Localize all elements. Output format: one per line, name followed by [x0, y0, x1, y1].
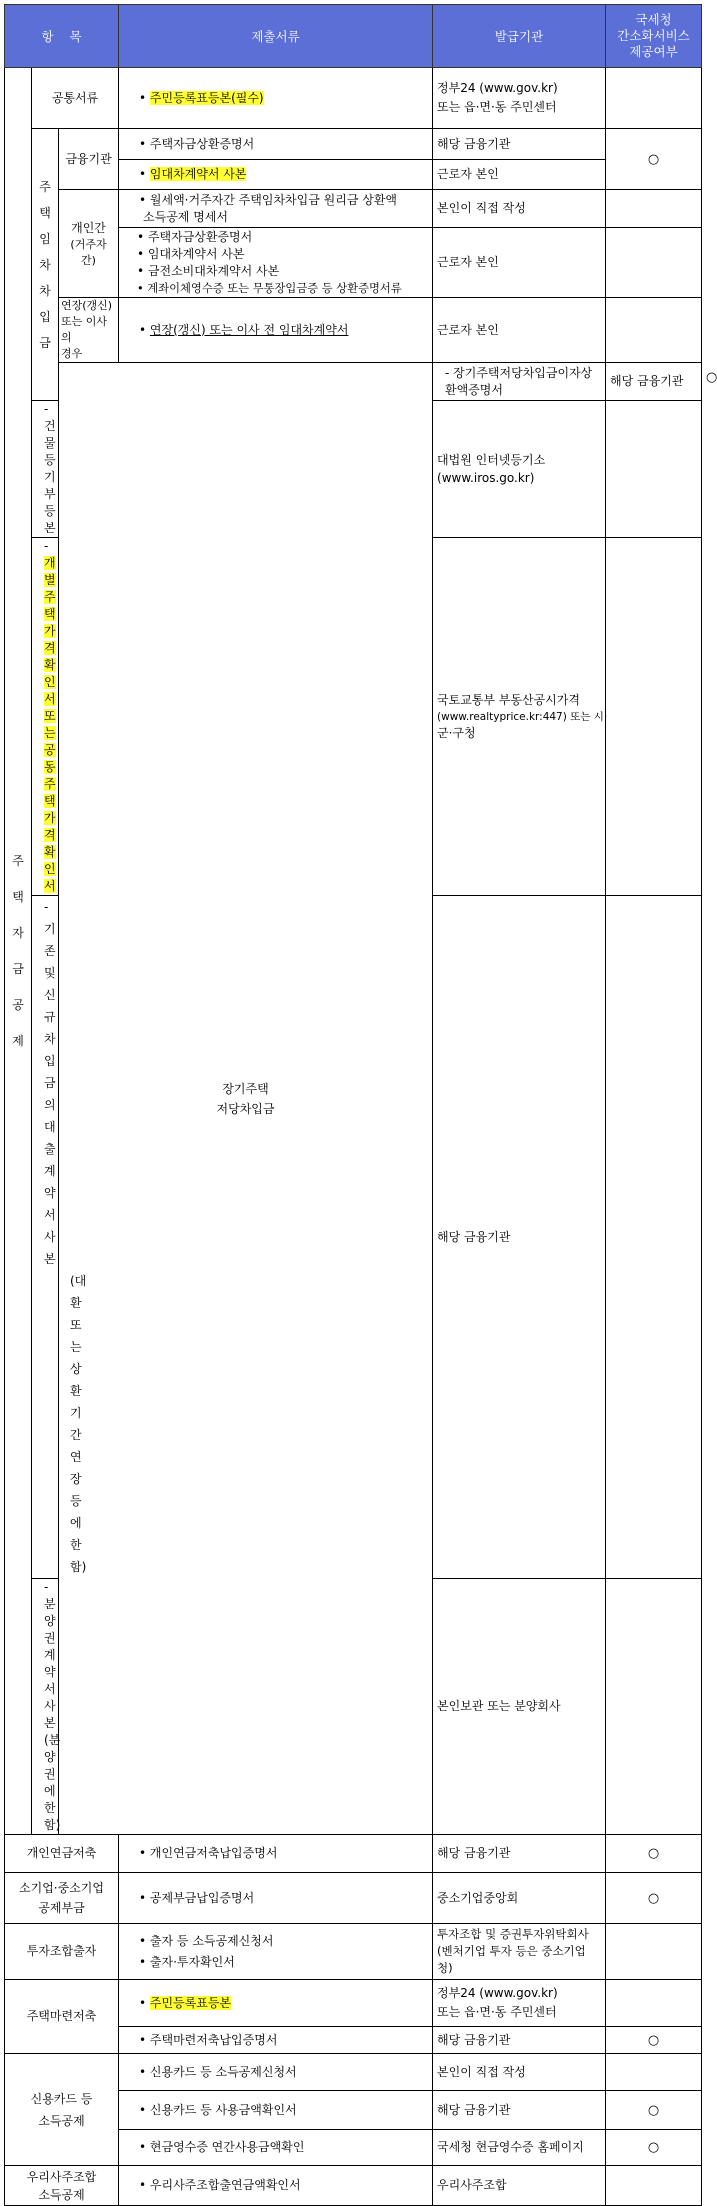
section-smallbiz: [5, 1873, 119, 1924]
doc-cell: [119, 1924, 433, 1980]
org-cell: 해당 금융기관: [433, 2027, 606, 2054]
doc-cell: - 분양권계약서 사본(분양권에 한함): [32, 1579, 59, 1835]
nts-cell: ○: [606, 2091, 702, 2130]
section-individual-line2: (거주자간): [70, 237, 107, 267]
bullet: •: [139, 90, 150, 105]
section-renewal-line1: 연장(갱신): [61, 299, 113, 312]
org-line: 정부24 (www.gov.kr): [437, 1986, 558, 2000]
section-smallbiz-line1: 소기업·중소기업: [19, 1881, 104, 1895]
org-line: 또는 읍·면·동 주민센터: [437, 100, 557, 114]
doc-cell: • 우리사주조합출연금액확인서: [119, 2166, 433, 2206]
table-row: [5, 2166, 702, 2206]
org-line: 투자조합 및 증권투자위탁회사: [437, 1927, 589, 1941]
deduction-documents-table: [4, 4, 717, 2206]
nts-cell: [606, 538, 702, 896]
section-common: 공통서류: [32, 68, 119, 129]
table-row: [5, 1873, 702, 1924]
section-card-line2: 소득공제: [38, 2113, 85, 2128]
section-pension: 개인연금저축: [5, 1835, 119, 1873]
doc-line: • 출자·투자확인서: [139, 1954, 235, 1969]
nts-cell: [606, 1924, 702, 1980]
section-invest: 투자조합출자: [5, 1924, 119, 1980]
org-line: (벤처기업 투자 등은 중소기업: [437, 1944, 586, 1958]
doc-line: • 주택자금상환증명서: [137, 229, 253, 244]
table-row: [5, 129, 702, 160]
org-line: 대법원 인터넷등기소: [437, 453, 546, 467]
nts-cell: [606, 2054, 702, 2091]
bullet: •: [139, 1995, 150, 2010]
section-longterm-line1: 장기주택: [222, 1081, 269, 1096]
org-line: 국토교통부 부동산공시가격: [437, 692, 580, 707]
nts-cell: [606, 1579, 702, 1835]
org-line: 군·구청: [437, 725, 476, 740]
nts-cell: [606, 1980, 702, 2027]
section-card: [5, 2054, 119, 2166]
doc-line: • 월세액·거주자간 주택임차차입금 원리금 상환액: [139, 192, 398, 207]
doc-line: • 출자 등 소득공제신청서: [139, 1933, 274, 1948]
org-cell: [433, 68, 606, 129]
doc-line: - 기존 및 신규차입금의 대출계약서 사본: [44, 900, 56, 1266]
table-row: 장기주택 저당차입금 - 장기주택저당차입금이자상환액증명서 해당 금융기관 ○: [5, 363, 702, 401]
doc-line: 소득공제 명세서: [143, 209, 228, 224]
doc-cell: • 개인연금저축납입증명서: [119, 1835, 433, 1873]
nts-cell: [606, 68, 702, 129]
header-nts-line1: 국세청: [635, 12, 672, 27]
header-documents: 제출서류: [119, 5, 433, 68]
bullet: •: [139, 167, 150, 181]
org-cell: 본인이 직접 작성: [433, 2054, 606, 2091]
nts-cell: ○: [606, 129, 702, 190]
nts-cell: ○: [606, 2130, 702, 2166]
doc-cell: [32, 896, 87, 1579]
header-nts-line3: 제공여부: [629, 44, 678, 59]
org-line: 또는 읍·면·동 주민센터: [437, 2005, 557, 2019]
org-cell: 본인이 직접 작성: [433, 190, 606, 228]
bullet: •: [139, 322, 150, 337]
doc-cell: - 건물등기부등본: [32, 401, 59, 538]
doc-cell: • 공제부금납입증명서: [119, 1873, 433, 1924]
underlined-doc: 연장(갱신) 또는 이사 전 임대차계약서: [149, 322, 349, 337]
section-card-line1: 신용카드 등: [30, 2091, 93, 2106]
section-renewal-line2: 또는 이사의: [61, 315, 108, 344]
org-cell: [433, 538, 606, 896]
header-nts-service: [606, 5, 702, 68]
nts-cell: [606, 298, 702, 363]
section-smallbiz-line2: 공제부금: [38, 1901, 85, 1915]
org-cell: 해당 금융기관: [433, 1835, 606, 1873]
header-nts-line2: 간소화서비스: [617, 28, 690, 43]
doc-cell: [119, 190, 433, 228]
doc-cell: [119, 68, 433, 129]
table-row: [5, 1835, 702, 1873]
nts-cell: [606, 190, 702, 228]
table-row: [5, 298, 702, 363]
org-cell: 국세청 현금영수증 홈페이지: [433, 2130, 606, 2166]
doc-cell: • 현금영수증 연간사용금액확인: [119, 2130, 433, 2166]
doc-cell: [119, 228, 433, 298]
org-cell: 근로자 본인: [433, 298, 606, 363]
org-line: 청): [437, 1961, 453, 1975]
doc-cell: [119, 298, 433, 363]
org-line: 정부24 (www.gov.kr): [437, 81, 558, 95]
doc-cell: • 주택마련저축납입증명서: [119, 2027, 433, 2054]
nts-cell: ○: [606, 1835, 702, 1873]
org-cell: [433, 1924, 606, 1980]
org-cell: 본인보관 또는 분양회사: [433, 1579, 606, 1835]
org-cell: [433, 401, 606, 538]
org-cell: 해당 금융기관: [433, 2091, 606, 2130]
org-cell: 해당 금융기관: [606, 363, 702, 401]
org-cell: 중소기업중앙회: [433, 1873, 606, 1924]
table-row: [5, 68, 702, 129]
org-cell: 해당 금융기관: [433, 896, 606, 1579]
highlighted-doc: 주민등록표등본(필수): [149, 90, 264, 105]
doc-cell: [32, 538, 59, 896]
doc-cell: • 주택자금상환증명서: [119, 129, 433, 160]
doc-line: • 임대차계약서 사본: [137, 246, 245, 261]
org-cell: 해당 금융기관: [433, 129, 606, 160]
section-longterm-line2: 저당차입금: [216, 1101, 275, 1116]
header-item: 항 목: [5, 5, 119, 68]
table-row: [5, 190, 702, 228]
doc-cell: • 신용카드 등 소득공제신청서: [119, 2054, 433, 2091]
table-header-row: [5, 5, 702, 68]
org-cell: [433, 1980, 606, 2027]
org-cell: 근로자 본인: [433, 160, 606, 190]
table-row: [5, 1980, 702, 2027]
org-line: (www.iros.go.kr): [437, 471, 535, 485]
doc-cell: • 신용카드 등 사용금액확인서: [119, 2091, 433, 2130]
header-issuer: 발급기관: [433, 5, 606, 68]
org-line: (www.realtyprice.kr:447) 또는 시·: [437, 710, 608, 723]
section-housing-savings: 주택마련저축: [5, 1980, 119, 2054]
doc-line: • 계좌이체영수증 또는 무통장입금증 등 상환증명서류: [137, 281, 402, 295]
section-individual: [59, 190, 119, 298]
doc-cell: [119, 160, 433, 190]
highlighted-doc: 개별주택가격확인서 또는 공동주택가격확인서: [44, 556, 56, 893]
section-esop-line2: 소득공제: [38, 2187, 85, 2202]
doc-line: • 금전소비대차계약서 사본: [137, 263, 280, 278]
section-renewal-line3: 경우: [61, 347, 83, 360]
table-row: [5, 2054, 702, 2091]
dash: -: [44, 539, 49, 553]
section-housing-loan: 주 택 자 금 공 제: [5, 68, 32, 1835]
org-cell: 근로자 본인: [433, 228, 606, 298]
section-esop: [5, 2166, 119, 2206]
highlighted-doc: 임대차계약서 사본: [149, 167, 247, 181]
nts-cell: ○: [606, 1873, 702, 1924]
highlighted-doc: 주민등록표등본: [149, 1995, 232, 2010]
doc-cell: - 장기주택저당차입금이자상환액증명서: [433, 363, 606, 401]
section-financial: 금융기관: [59, 129, 119, 190]
doc-line: (대환 또는 상환기간 연장 등에 한함): [70, 1274, 87, 1574]
nts-cell: [606, 896, 702, 1579]
table-row: [5, 1924, 702, 1980]
org-cell: 우리사주조합: [433, 2166, 606, 2206]
nts-cell: [606, 401, 702, 538]
section-esop-line1: 우리사주조합: [26, 2169, 97, 2184]
section-renewal: [59, 298, 119, 363]
doc-cell: [119, 1980, 433, 2027]
nts-cell: ○: [606, 2027, 702, 2054]
nts-cell: [606, 228, 702, 298]
section-individual-line1: 개인간: [71, 220, 106, 235]
section-lease-loan: 주 택 임 차 차 입 금: [32, 129, 59, 401]
nts-cell: [606, 2166, 702, 2206]
section-longterm: [59, 363, 433, 1835]
